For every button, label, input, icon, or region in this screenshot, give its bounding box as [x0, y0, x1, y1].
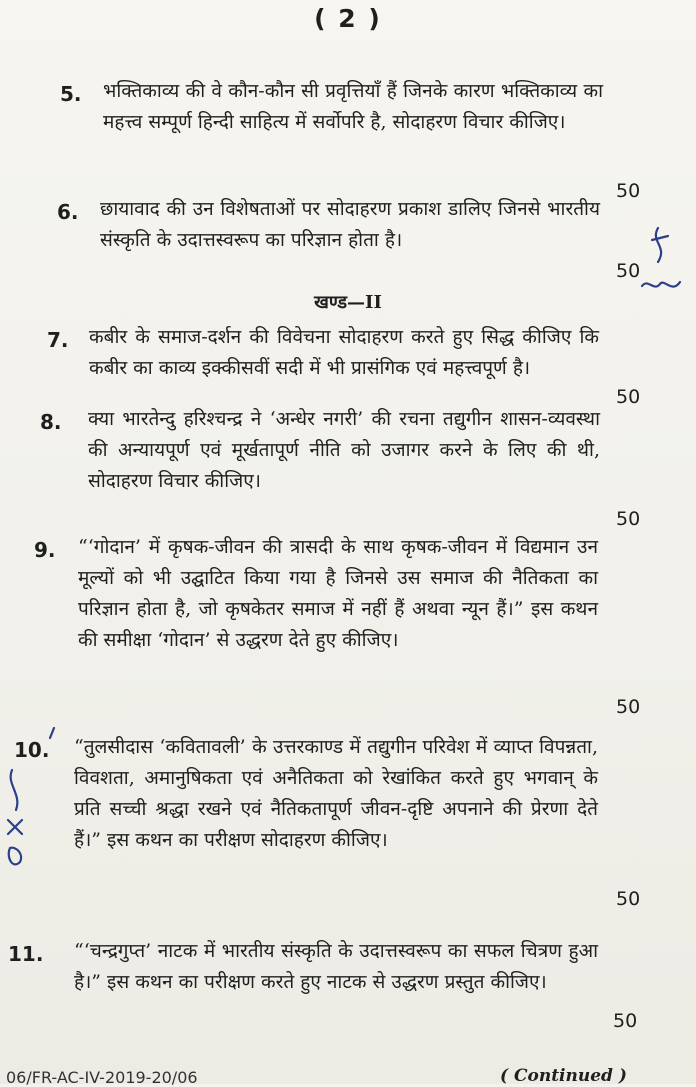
question-number: 11. — [8, 942, 44, 966]
question-text: कबीर के समाज-दर्शन की विवेचना सोदाहरण करते हुए सिद्ध कीजिए कि कबीर का काव्य इक्कीसवीं सदी में भी प्रासंगिक एवं महत्त्वपूर्ण है। — [89, 326, 599, 379]
question-number: 5. — [60, 82, 82, 106]
question-marks: 50 — [616, 180, 641, 202]
paper-code: 06/FR-AC-IV-2019-20/06 — [6, 1068, 198, 1087]
question-number: 7. — [47, 328, 69, 352]
handwritten-mark-icon — [628, 222, 692, 306]
question-marks: 50 — [613, 1010, 638, 1032]
question-number: 8. — [40, 410, 62, 434]
question-marks: 50 — [616, 386, 641, 408]
question-text: क्या भारतेन्दु हरिश्चन्द्र ने ‘अन्धेर नगरी’ की रचना तद्युगीन शासन-व्यवस्था की अन्यायपूर्ण एवं मूर्खतापूर्ण नीति को उजागर करने के लिए की थी, सोदाहरण विचार कीजिए। — [88, 408, 600, 492]
question-text: छायावाद की उन विशेषताओं पर सोदाहरण प्रकाश डालिए जिनसे भारतीय संस्कृति के उदात्तस्वरूप का परिज्ञान होता है। — [100, 198, 600, 251]
question-marks: 50 — [616, 508, 641, 530]
page-number: ( 2 ) — [314, 4, 382, 33]
question-text: “‘चन्द्रगुप्त’ नाटक में भारतीय संस्कृति के उदात्तस्वरूप का सफल चित्रण हुआ है।” इस कथन का परीक्षण करते हुए नाटक से उद्धरण प्रस्तुत कीजिए। — [74, 940, 598, 993]
continued-label: ( Continued ) — [500, 1066, 627, 1086]
question-number: 9. — [34, 538, 56, 562]
question-number: 10. — [14, 738, 50, 762]
question-text: भक्तिकाव्य की वे कौन-कौन सी प्रवृत्तियाँ हैं जिनके कारण भक्तिकाव्य का महत्त्व सम्पूर्ण हिन्दी साहित्य में सर्वोपरि है, सोदाहरण विचार कीजिए। — [103, 80, 603, 133]
question-marks: 50 — [616, 696, 641, 718]
question-marks: 50 — [616, 888, 641, 910]
margin-scribble-icon — [2, 724, 72, 874]
question-marks: 50 — [616, 260, 641, 282]
question-text: “‘गोदान’ में कृषक-जीवन की त्रासदी के साथ कृषक-जीवन में विद्यमान उन मूल्यों को भी उद्घाटित किया गया है जिनसे उस समाज की नैतिकता का परिज्ञान होता है, जो कृषकेतर समाज में नहीं हैं अथवा न्यून हैं।” इस कथन की समीक्षा ‘गोदान’ से उद्धरण देते हुए कीजिए। — [78, 536, 598, 651]
question-number: 6. — [57, 200, 79, 224]
question-text: “तुलसीदास ‘कवितावली’ के उत्तरकाण्ड में तद्युगीन परिवेश में व्याप्त विपन्नता, विवशता, अमानुषिकता एवं अनैतिकता को रेखांकित करते हुए भगवान् के प्रति सच्ची श्रद्धा रखने एवं नैतिकतापूर्ण जीवन-दृष्टि अपनाने की प्रेरणा देते हैं।” इस कथन का परीक्षण सोदाहरण कीजिए। — [74, 736, 598, 851]
section-title: खण्ड—II — [314, 292, 382, 313]
